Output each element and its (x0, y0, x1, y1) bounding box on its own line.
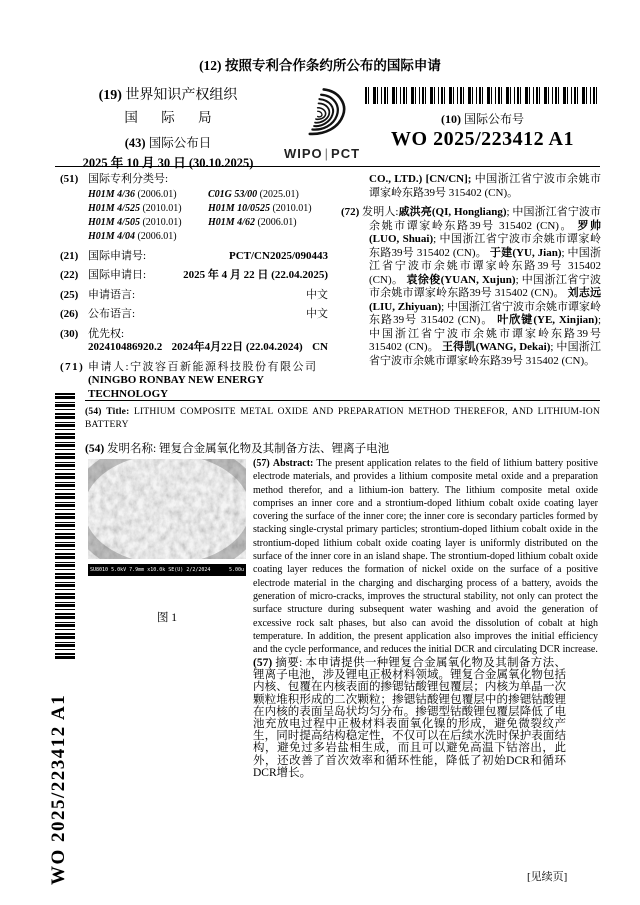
publication-barcode-icon (365, 87, 600, 104)
inventor-name: 刘志远 (567, 287, 602, 299)
applicant-address: 中国浙江省宁波市余姚市谭家岭东路39号 315402 (CN)。 (369, 173, 602, 199)
filing-date-label: 国际申请日: (88, 269, 147, 281)
abstract-chinese (253, 657, 566, 779)
bibliographic-section (60, 173, 601, 401)
applicant-continuation (341, 173, 601, 200)
figure-caption: 图 1 (156, 612, 178, 624)
abstract-english-label: Abstract: (272, 458, 314, 469)
applicant-section (60, 361, 328, 402)
abstract-chinese-text: 本申请提供一种锂复合金属氧化物及其制备方法、锂离子电池，涉及锂电正极材料领域。锂复合金属氧化物包括内核、包覆在内核表面的掺锶钴酸锂包覆层；内核为单晶一次颗粒堆积形成的二次颗粒；掺锶钴酸锂包覆层中的掺锶钴酸锂在内核的表面呈岛状均匀分布。掺锶型钴酸锂包覆层降低了电池充放电过程中正极材料表面氧化镍的形成，避免微裂纹产生，同时提高结构稳定性，不仅可以在后续水洗时保护表面结构，避免过多岩盐相生成，而且可以避免高温下钴溶出，此外，还改善了首次效率和循环性能，降低了初始DCR和循环DCR增长。 (253, 657, 566, 779)
biblio-left-column (60, 173, 328, 401)
abstract-english (253, 457, 598, 656)
pct-wordmark: PCT (331, 146, 361, 161)
application-number-value: PCT/CN2025/090443 (229, 249, 328, 262)
title-english-label: Title: (106, 407, 130, 417)
sem-micrograph (88, 459, 246, 559)
inventor-name: 王得凯 (441, 341, 476, 353)
application-number-label: 国际申请号: (88, 249, 147, 262)
priority-label: 优先权: (88, 327, 125, 340)
inventor-name: 罗帅 (577, 219, 602, 232)
publication-block (365, 87, 600, 151)
ipc-entry: H01M 4/04 (2006.01) (88, 230, 177, 242)
applicant-name-line (60, 361, 328, 375)
ipc-entry: H01M 10/0525 (2010.01) (208, 202, 312, 214)
ipc-code-list (60, 188, 328, 244)
inid-54-en: (54) (85, 407, 102, 417)
sem-scale-text: 5.00u (228, 567, 244, 573)
inventor-name-en: (LIU, Zhiyuan) (369, 300, 442, 313)
applicant-label: 申请人: (88, 360, 131, 373)
inid-26: (26) (60, 308, 79, 320)
publication-language-label: 公布语言: (88, 308, 136, 320)
inid-21: (21) (60, 249, 79, 262)
applicant-name-en-cont: (NINGBO RONBAY NEW ENERGY TECHNOLOGY (88, 374, 264, 400)
inid-25: (25) (60, 288, 79, 301)
applicant-nationality: [CN/CN]; (422, 173, 475, 185)
priority-data-line (60, 341, 328, 355)
inventor-name-en: (YUAN, Xujun) (440, 273, 516, 286)
inid-71: (71) (60, 360, 85, 373)
title-chinese-label: 发明名称: (107, 443, 157, 455)
figure-block (88, 459, 246, 625)
pub-number: WO 2025/223412 A1 (391, 128, 574, 150)
inid-12: (12) (199, 58, 222, 73)
pub-date-label: 国际公布日 (148, 136, 212, 150)
inventors-label: 发明人: (362, 206, 399, 218)
doc-type-line (0, 54, 640, 74)
filing-language-label: 申请语言: (88, 288, 136, 301)
filing-language-value: 中文 (306, 288, 328, 301)
priority-date: 2024年4月22日 (22.04.2024) (171, 341, 303, 353)
inventor-name: 袁徐俊 (406, 273, 441, 286)
inventors-section (341, 206, 601, 368)
inid-22: (22) (60, 269, 79, 281)
title-english (85, 406, 600, 431)
wipo-pct-wordmark (283, 146, 361, 161)
ipc-header-row (60, 173, 328, 187)
applicant-name-en-end: CO., LTD.) (369, 173, 423, 185)
ipc-entry: C01G 53/00 (2025.01) (208, 188, 299, 200)
applicant-name-cn: 宁波容百新能源科技股份有限公司 (130, 360, 318, 373)
side-publication-number: WO 2025/223412 A1 (48, 693, 69, 885)
pub-number-label: 国际公布号 (463, 112, 524, 126)
ipc-entry: H01M 4/62 (2006.01) (208, 216, 297, 228)
title-english-text: LITHIUM COMPOSITE METAL OXIDE AND PREPARATION METHOD THEREFOR, AND LITHIUM-ION BATTERY (85, 407, 601, 430)
ipc-label: 国际专利分类号: (88, 173, 169, 185)
title-chinese-text: 锂复合金属氧化物及其制备方法、锂离子电池 (159, 443, 390, 455)
doc-type-text: 按照专利合作条约所公布的国际申请 (224, 58, 441, 73)
pub-number-label-line (365, 110, 600, 127)
abstract-english-text: The present application relates to the field of lithium battery positive electrode materials, and provides a lithium composite metal oxide and a preparation method therefor, and a lithium-ion battery. The lithium composite metal oxide comprises an inner core and a strontium-doped lithium cobalt oxide coating layer covering the surface of the inner core; the inner core is secondary particles formed by stacking single-crystal primary particles; strontium-doped lithium cobalt oxide in the strontium-doped lithium cobalt oxide coating layer is uniformly distributed on the surface of the inner core in an island shape. The strontium-doped lithium cobalt oxide coating layer reduces the formation of nickel oxide on the surface of a positive electrode material in the charging and discharging process of a battery, avoids the generation of micro-cracks, improves the structural stability, not only can protect the surface structure during subsequent water washing and avoid the generation of excessive rock salt phases, but also can avoid the dissolution of cobalt at high temperature. In addition, the present application also improves the initial efficiency and the cycle performance, and reduces the initial DCR and circulating DCR increase. (253, 458, 599, 656)
filing-date-row (60, 269, 328, 283)
wordmark-divider: | (324, 146, 330, 161)
org-bureau: 国 际 局 (124, 110, 222, 125)
section-divider (85, 400, 600, 401)
priority-row (60, 328, 328, 342)
inid-57-cn: (57) (253, 657, 273, 669)
inid-43: (43) (124, 136, 146, 150)
abstract-chinese-label: 摘要: (275, 657, 303, 669)
application-number-row (60, 250, 328, 264)
header-divider (55, 166, 600, 167)
inid-30: (30) (60, 327, 79, 340)
ipc-entry: H01M 4/36 (2006.01) (88, 188, 177, 200)
pub-date-label-line (48, 133, 288, 151)
biblio-right-column (341, 173, 601, 401)
wipo-logo-block (283, 86, 361, 161)
priority-country: CN (312, 341, 328, 353)
org-name: 世界知识产权组织 (125, 88, 238, 103)
inid-57-en: (57) (253, 458, 270, 469)
wipo-logo-icon (294, 86, 350, 140)
inventor-address: ; 中国浙江省宁波市余姚市谭家岭东路39号 315402 (CN)。 (369, 314, 602, 353)
inventor-address: ; 中国浙江省宁波市余姚市谭家岭东路39号 315402 (CN)。 (369, 341, 602, 367)
ipc-column-1 (88, 188, 208, 244)
filing-language-row (60, 289, 328, 303)
inventor-address: ; 中国浙江省宁波市余姚市谭家岭东路39号 315402 (CN)。 (369, 233, 601, 259)
inventor-address: ; 中国浙江省宁波市余姚市谭家岭东路39号 315402 (CN)。 (369, 300, 601, 326)
ipc-entry: H01M 4/525 (2010.01) (88, 202, 182, 214)
inventor-name-en: (YE, Xinjian) (533, 314, 598, 326)
inventor-name: 叶欣键 (497, 314, 534, 326)
continuation-note: [见续页] (527, 871, 568, 883)
sem-image (88, 459, 246, 576)
wipo-wordmark: WIPO (283, 146, 323, 161)
inventor-name-en: (WANG, Dekai) (475, 341, 551, 353)
ipc-entry: H01M 4/505 (2010.01) (88, 216, 182, 228)
priority-number: 202410486920.2 (88, 341, 163, 353)
inventor-name-en: (YU, Jian) (512, 246, 562, 259)
inventor-name: 于建 (489, 246, 513, 259)
sem-info-bar (88, 564, 246, 576)
inid-10: (10) (440, 112, 461, 126)
side-barcode-icon (55, 393, 75, 661)
inventor-name-en: (LUO, Shuai) (369, 233, 434, 245)
ipc-column-2 (208, 188, 328, 244)
publication-language-row (60, 308, 328, 322)
org-name-line (48, 84, 288, 104)
inventor-name: 戚洪亮 (398, 206, 432, 218)
inventor-address: ; 中国浙江省宁波市余姚市谭家岭东路39号 315402 (CN)。 (369, 206, 602, 232)
inid-54-cn: (54) (85, 443, 105, 455)
filing-date-value: 2025 年 4 月 22 日 (22.04.2025) (183, 269, 328, 281)
title-section (85, 406, 600, 456)
inid-19: (19) (98, 88, 122, 103)
pub-date: 2025 年 10 月 30 日 (30.10.2025) (82, 156, 254, 170)
inventor-name-en: (QI, Hongliang) (431, 206, 507, 218)
wipo-org-block (48, 84, 288, 171)
inventor-address: ; 中国浙江省宁波市余姚市谭家岭东路39号 315402 (CN)。 (369, 273, 602, 299)
inid-51: (51) (60, 173, 79, 185)
publication-language-value: 中文 (306, 308, 328, 320)
inid-72: (72) (341, 206, 360, 218)
title-chinese (85, 440, 600, 456)
inventor-address: ; 中国浙江省宁波市余姚市谭家岭东路39号 315402 (CN)。 (369, 246, 602, 286)
sem-info-text: SU8010 5.0kV 7.9mm x10.0k SE(U) 2/2/2024 (90, 567, 211, 573)
